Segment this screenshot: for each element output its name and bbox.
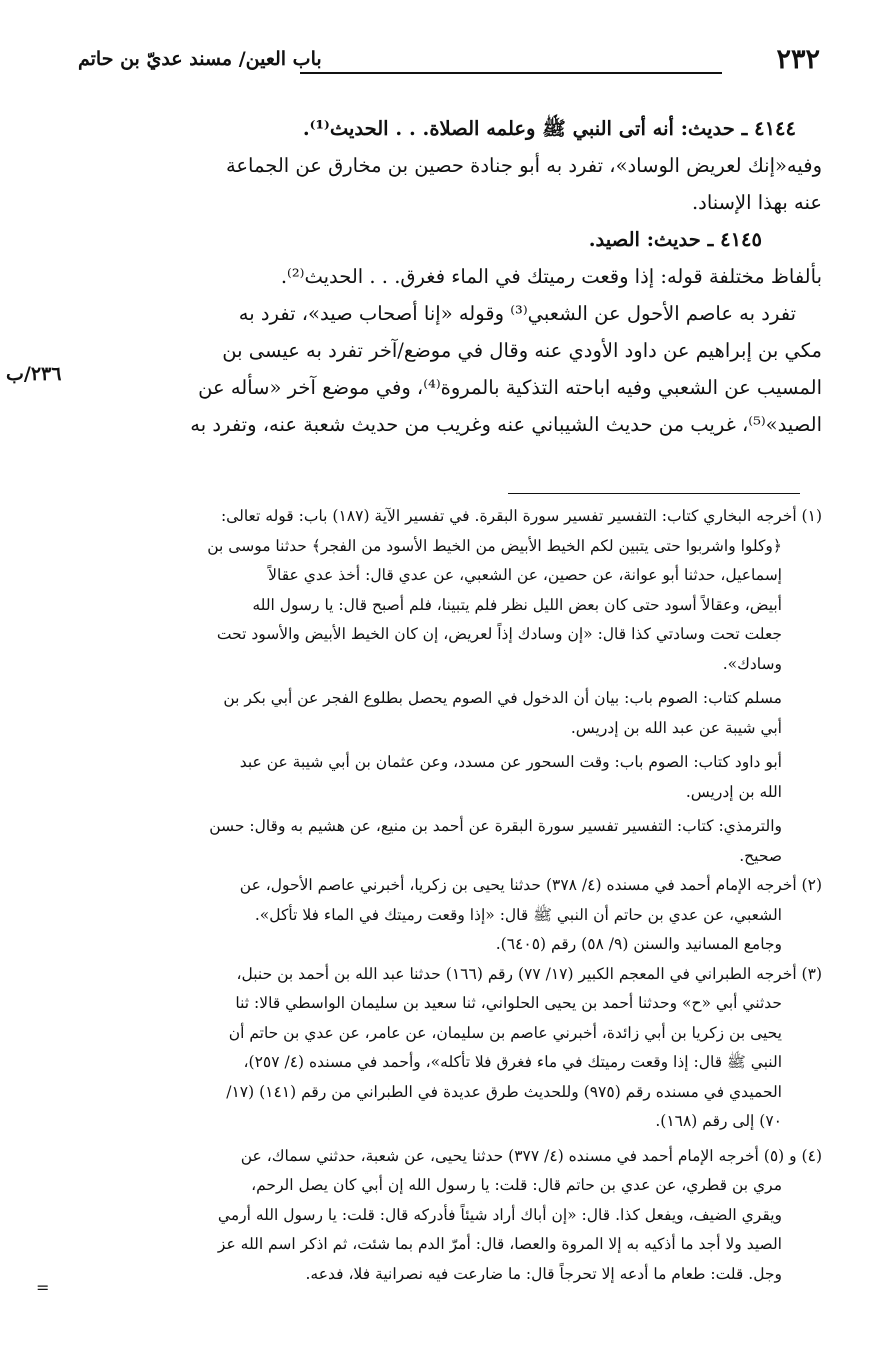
footnote-line: الصيد ولا أجد ما أذكيه به إلا المروة والعصا، قال: أمرّ الدم بما شئت، ثم اذكر اسم الله عز xyxy=(217,1235,782,1253)
main-line: عنه بهذا الإسناد. xyxy=(691,191,822,214)
footnote-line: أبيض، وعقالاً أسود حتى كان بعض الليل نظر فلم يتبينا، فلم أصبح قال: يا رسول الله xyxy=(252,595,782,614)
page-number: ٢٣٢ xyxy=(776,44,820,75)
footnote-line: حدثني أبي «ح» وحدثنا أحمد بن يحيى الحلواني، ثنا سعيد بن سليمان الواسطي قالا: ثنا xyxy=(235,994,782,1012)
main-line: مكي بن إبراهيم عن داود الأودي عنه وقال في موضع/آخر تفرد به عيسى بن xyxy=(222,339,822,362)
footnote-line: الشعبي، عن عدي بن حاتم أن النبي ﷺ قال: «إذا وقعت رميتك في الماء فلا تأكل». xyxy=(254,905,782,924)
footnote-line: وسادك». xyxy=(722,654,782,673)
footnote-line: ٧٠) إلى رقم (١٦٨). xyxy=(655,1112,782,1130)
footnote-line: أبو داود كتاب: الصوم باب: وقت السحور عن مسدد، وعن عثمان بن أبي شيبة عن عبد xyxy=(239,753,782,771)
footnote-line: ويقري الضيف، ويفعل كذا. قال: «إن أباك أراد شيئاً فأدركه قال: قلت: يا رسول الله أرمي xyxy=(217,1205,782,1224)
main-line: وفيه«إنك لعريض الوساد»، تفرد به أبو جنادة حصين بن مخارق عن الجماعة xyxy=(225,154,822,177)
main-line xyxy=(50,110,822,147)
footnote-line: مري بن قطري، عن عدي بن حاتم قال: قلت: يا رسول الله إن أبي كان يصل الرحم، xyxy=(251,1176,782,1194)
corner-mark: = xyxy=(36,1278,50,1297)
main-line xyxy=(50,221,822,258)
footnote-line: (٤) و (٥) أخرجه الإمام أحمد في مسنده (٤/ ٣٧٧) حدثنا يحيى، عن شعبة، حدثني سماك، عن xyxy=(240,1146,822,1165)
footnote-line: الحميدي في مسنده رقم (٩٧٥) وللحديث طرق عديدة في الطبراني من رقم (١٤١) (١٧/ xyxy=(226,1082,782,1101)
footnote-line: (١) أخرجه البخاري كتاب: التفسير تفسير سورة البقرة. في تفسير الآية (١٨٧) باب: قوله تعالى: xyxy=(220,507,822,525)
main-line: المسيب عن الشعبي وفيه اباحته التذكية بالمروة⁽⁴⁾، وفي موضع آخر «سأله عن xyxy=(198,376,822,399)
footnote-line: إسماعيل، حدثنا أبو عوانة، عن حصين، عن الشعبي، عن عدي قال: أخذ عدي عقالاً xyxy=(268,566,782,584)
footnote-line: وجل. قلت: طعام ما أدعه إلا تحرجاً قال: ما ضارعت فيه نصرانية فلا، فدعه. xyxy=(305,1264,782,1283)
footnote-line: أبي شيبة عن عبد الله بن إدريس. xyxy=(570,718,782,737)
main-text xyxy=(50,110,822,443)
running-title: باب العين/ مسند عديّ بن حاتم xyxy=(78,48,322,70)
main-line: الصيد»⁽⁵⁾، غريب من حديث الشيباني عنه وغريب من حديث شعبة عنه، وتفرد به xyxy=(190,413,822,436)
main-line: تفرد به عاصم الأحول عن الشعبي⁽³⁾ وقوله «إنا أصحاب صيد»، تفرد به xyxy=(238,302,796,325)
hadith-4144: ٤١٤٤ ـ حديث: أنه أتى النبي ﷺ وعلمه الصلاة. . . الحديث⁽¹⁾. xyxy=(302,117,796,140)
footnote-line: ﴿وكلوا واشربوا حتى يتبين لكم الخيط الأبيض من الخيط الأسود من الفجر﴾ حدثنا موسى بن xyxy=(207,536,782,555)
hadith-4145: ٤١٤٥ ـ حديث: الصيد. xyxy=(588,228,762,251)
footnote-line: وجامع المسانيد والسنن (٩/ ٥٨) رقم (٦٤٠٥). xyxy=(495,935,782,953)
footnote-line: جعلت تحت وسادتي كذا قال: «إن وسادك إذاً لعريض، إن كان الخيط الأبيض والأسود تحت xyxy=(216,625,782,643)
page-header xyxy=(78,42,820,76)
footnote-line: مسلم كتاب: الصوم باب: بيان أن الدخول في الصوم يحصل بطلوع الفجر عن أبي بكر بن xyxy=(223,689,782,707)
footnote-line: النبي ﷺ قال: إذا وقعت رميتك في ماء فغرق فلا تأكله»، وأحمد في مسنده (٤/ ٢٥٧)، xyxy=(243,1053,782,1071)
footnote-line: يحيى بن زكريا بن أبي زائدة، أخبرني عاصم بن سليمان، عن عامر، عن عدي بن حاتم أن xyxy=(228,1023,782,1042)
footnote-line: (٢) أخرجه الإمام أحمد في مسنده (٤/ ٣٧٨) حدثنا يحيى بن زكريا، أخبرني عاصم الأحول، عن xyxy=(239,876,822,894)
footnote-line: (٣) أخرجه الطبراني في المعجم الكبير (١٧/ ٧٧) رقم (١٦٦) حدثنا عبد الله بن أحمد بن حنبل، xyxy=(236,964,822,983)
footnote-separator xyxy=(508,493,800,494)
footnote-line: الله بن إدريس. xyxy=(685,782,782,801)
manuscript-folio-note: ٢٣٦/ب xyxy=(6,363,62,385)
main-line: بألفاظ مختلفة قوله: إذا وقعت رميتك في الماء فغرق. . . الحديث⁽²⁾. xyxy=(280,265,822,288)
footnotes xyxy=(50,502,822,1289)
footnote-line: والترمذي: كتاب: التفسير تفسير سورة البقرة عن أحمد بن منيع، عن هشيم به وقال: حسن xyxy=(209,817,782,835)
footnote-line: صحيح. xyxy=(739,846,782,865)
header-rule xyxy=(300,72,722,74)
